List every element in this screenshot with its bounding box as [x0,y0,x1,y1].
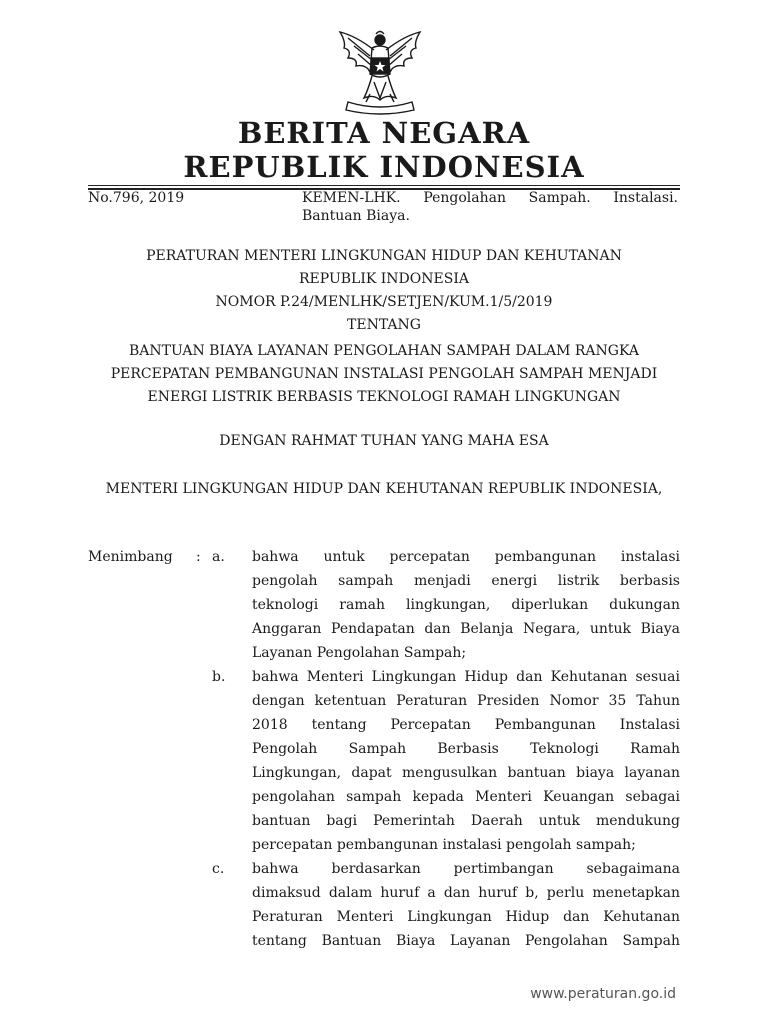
gazette-number: No.796, 2019 [88,190,185,206]
point-b-paragraph [252,665,680,857]
point-c-paragraph [252,857,680,953]
header-divider [88,185,680,186]
menimbang-label: Menimbang [88,549,173,565]
paragraph-line: Pengolah Sampah Berbasis Teknologi Ramah [252,741,680,757]
paragraph-line: 2018 tentang Percepatan Pembangunan Instalasi [252,717,680,733]
regulation-subject-line: BANTUAN BIAYA LAYANAN PENGOLAHAN SAMPAH DALAM RANGKA [129,343,639,359]
regulation-number: NOMOR P.24/MENLHK/SETJEN/KUM.1/5/2019 [215,294,553,310]
blessing-line: DENGAN RAHMAT TUHAN YANG MAHA ESA [219,433,549,449]
regulation-tentang: TENTANG [347,317,421,333]
paragraph-line: Layanan Pengolahan Sampah; [252,645,467,661]
regulation-title-line: REPUBLIK INDONESIA [299,271,469,287]
paragraph-line: dengan ketentuan Peraturan Presiden Nomor 35 Tahun [252,693,680,709]
gazette-subject: KEMEN-LHK. Pengolahan Sampah. Instalasi. [302,190,678,206]
garuda-emblem-icon [334,28,426,116]
paragraph-line: bahwa untuk percepatan pembangunan instalasi [252,549,680,565]
regulation-subject-line: PERCEPATAN PEMBANGUNAN INSTALASI PENGOLAH SAMPAH MENJADI [110,366,658,382]
paragraph-line: bahwa Menteri Lingkungan Hidup dan Kehutanan sesuai [252,669,680,685]
point-letter-b: b. [212,669,226,685]
masthead-republik-indonesia: REPUBLIK INDONESIA [183,150,585,184]
menimbang-colon: : [196,549,201,565]
point-letter-a: a. [212,549,225,565]
regulation-subject-line: ENERGI LISTRIK BERBASIS TEKNOLOGI RAMAH LINGKUNGAN [147,389,621,405]
point-a-paragraph [252,545,680,665]
paragraph-line: pengolahan sampah kepada Menteri Keuangan sebagai [252,789,680,805]
paragraph-line: bantuan bagi Pemerintah Daerah untuk mendukung [252,813,680,829]
regulation-title-line: PERATURAN MENTERI LINGKUNGAN HIDUP DAN KEHUTANAN [146,248,622,264]
masthead-berita-negara: BERITA NEGARA [237,116,531,150]
minister-line: MENTERI LINGKUNGAN HIDUP DAN KEHUTANAN REPUBLIK INDONESIA, [105,481,663,497]
point-letter-c: c. [212,861,225,877]
paragraph-line: bahwa berdasarkan pertimbangan sebagaimana [252,861,680,877]
footer-url-link[interactable]: www.peraturan.go.id [530,986,676,1002]
paragraph-line: Anggaran Pendapatan dan Belanja Negara, untuk Biaya [252,621,680,637]
paragraph-line: Lingkungan, dapat mengusulkan bantuan biaya layanan [252,765,680,781]
paragraph-line: dimaksud dalam huruf a dan huruf b, perlu menetapkan [252,885,680,901]
paragraph-line: pengolah sampah menjadi energi listrik berbasis [252,573,680,589]
paragraph-line: teknologi ramah lingkungan, diperlukan dukungan [252,597,680,613]
gazette-subject-continued: Bantuan Biaya. [302,208,410,224]
paragraph-line: tentang Bantuan Biaya Layanan Pengolahan Sampah [252,933,680,949]
paragraph-line: percepatan pembangunan instalasi pengolah sampah; [252,837,636,853]
paragraph-line: Peraturan Menteri Lingkungan Hidup dan Kehutanan [252,909,680,925]
